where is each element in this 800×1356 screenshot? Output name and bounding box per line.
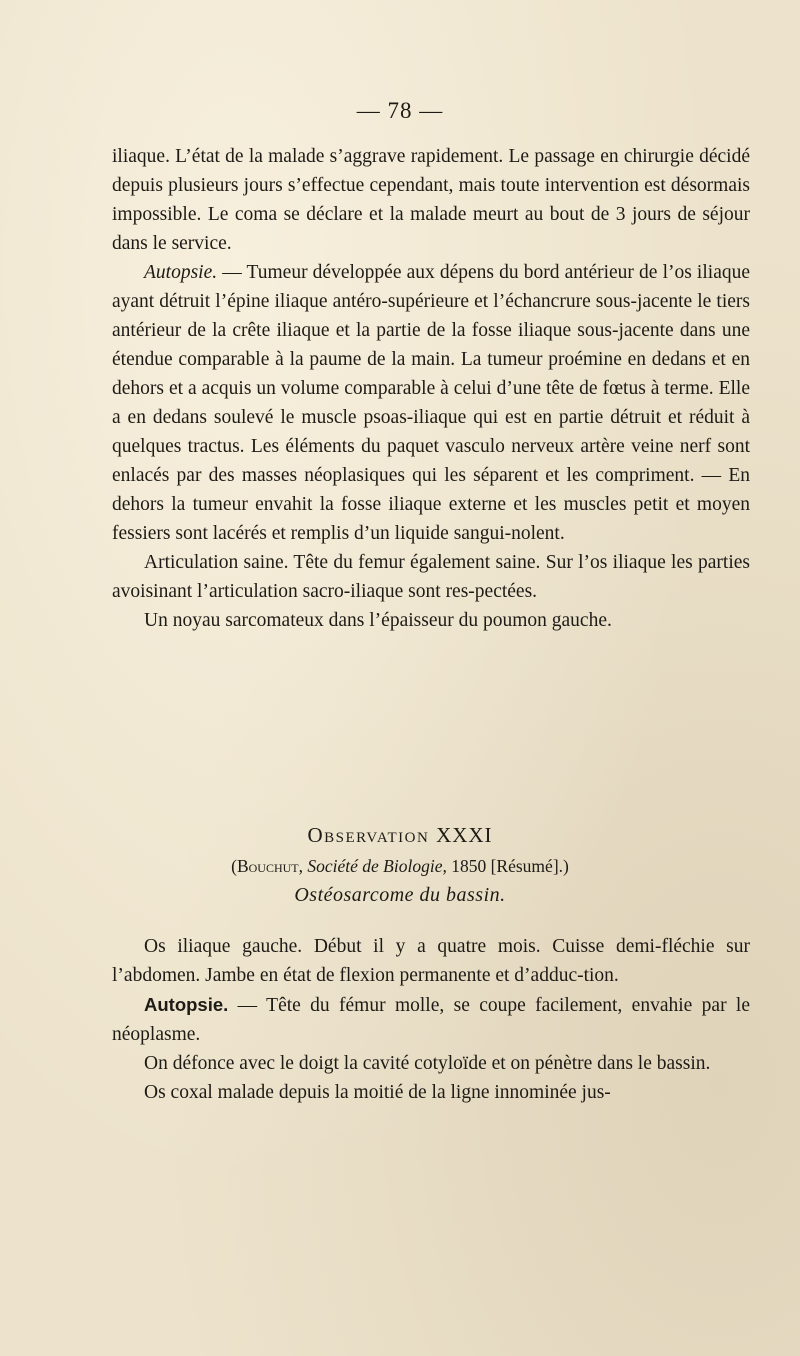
observation-title	[0, 823, 800, 848]
paragraph-articulation: Articulation saine. Tête du femur également saine. Sur l’os iliaque les parties avoisinant l’articulation sacro-iliaque sont res-pectées.	[112, 552, 750, 602]
observation-reference: (Bouchut, Société de Biologie, 1850 [Résumé].)	[231, 856, 569, 876]
paragraph-os-iliaque: Os iliaque gauche. Début il y a quatre mois. Cuisse demi-fléchie sur l’abdomen. Jambe en état de flexion permanente et d’adduc-tion.	[112, 936, 750, 986]
autopsie-label: Autopsie.	[144, 262, 218, 283]
ref-open: (	[231, 856, 237, 876]
observation-subtitle: Ostéosarcome du bassin.	[294, 884, 506, 906]
text-block-upper	[112, 142, 750, 635]
paragraph-coxal: Os coxal malade depuis la moitié de la ligne innominée jus-	[144, 1082, 611, 1103]
observation-number: XXXI	[436, 823, 493, 847]
autopsie-2-label: Autopsie.	[144, 994, 229, 1015]
text-block-lower	[112, 932, 750, 1107]
paragraph-autopsie	[112, 258, 750, 548]
autopsie-2-text: — Tête du fémur molle, se coupe facilement, envahie par le néoplasme.	[112, 995, 750, 1045]
autopsie-text: — Tumeur développée aux dépens du bord antérieur de l’os iliaque ayant détruit l’épine iliaque antéro-supérieure et l’échancrure sous-jacente le tiers antérieur de la crête iliaque et la partie de la fosse iliaque sous-jacente dans une étendue comparable à la paume de la main. La tumeur proémine en dedans et en dehors et a acquis un volume comparable à celui d’une tête de fœtus à terme. Elle a en dedans soulevé le muscle psoas-iliaque qui est en partie détruit et réduit à quelques tractus. Les éléments du paquet vasculo nerveux artère veine nerf sont enlacés par des masses néoplasiques qui les séparent et les compriment. — En dehors la tumeur envahit la fosse iliaque externe et les muscles petit et moyen fessiers sont lacérés et remplis d’un liquide sangui-nolent.	[112, 262, 750, 544]
ref-rest: 1850 [Résumé].)	[446, 856, 569, 876]
paragraph-continuation: iliaque. L’état de la malade s’aggrave rapidement. Le passage en chirurgie décidé depuis plusieurs jours s’effectue cependant, mais toute intervention est désormais impossible. Le coma se déclare et la malade meurt au bout de 3 jours de séjour dans le service.	[112, 146, 750, 254]
ref-source: Société de Biologie,	[307, 856, 447, 876]
page-number: — 78 —	[356, 98, 444, 123]
observation-word: Observation	[307, 823, 430, 847]
paragraph-defonce: On défonce avec le doigt la cavité cotyloïde et on pénètre dans le bassin.	[144, 1053, 711, 1074]
ref-author: Bouchut	[236, 856, 299, 876]
paragraph-noyau: Un noyau sarcomateux dans l’épaisseur du poumon gauche.	[144, 610, 612, 631]
paragraph-autopsie-2	[112, 990, 750, 1049]
